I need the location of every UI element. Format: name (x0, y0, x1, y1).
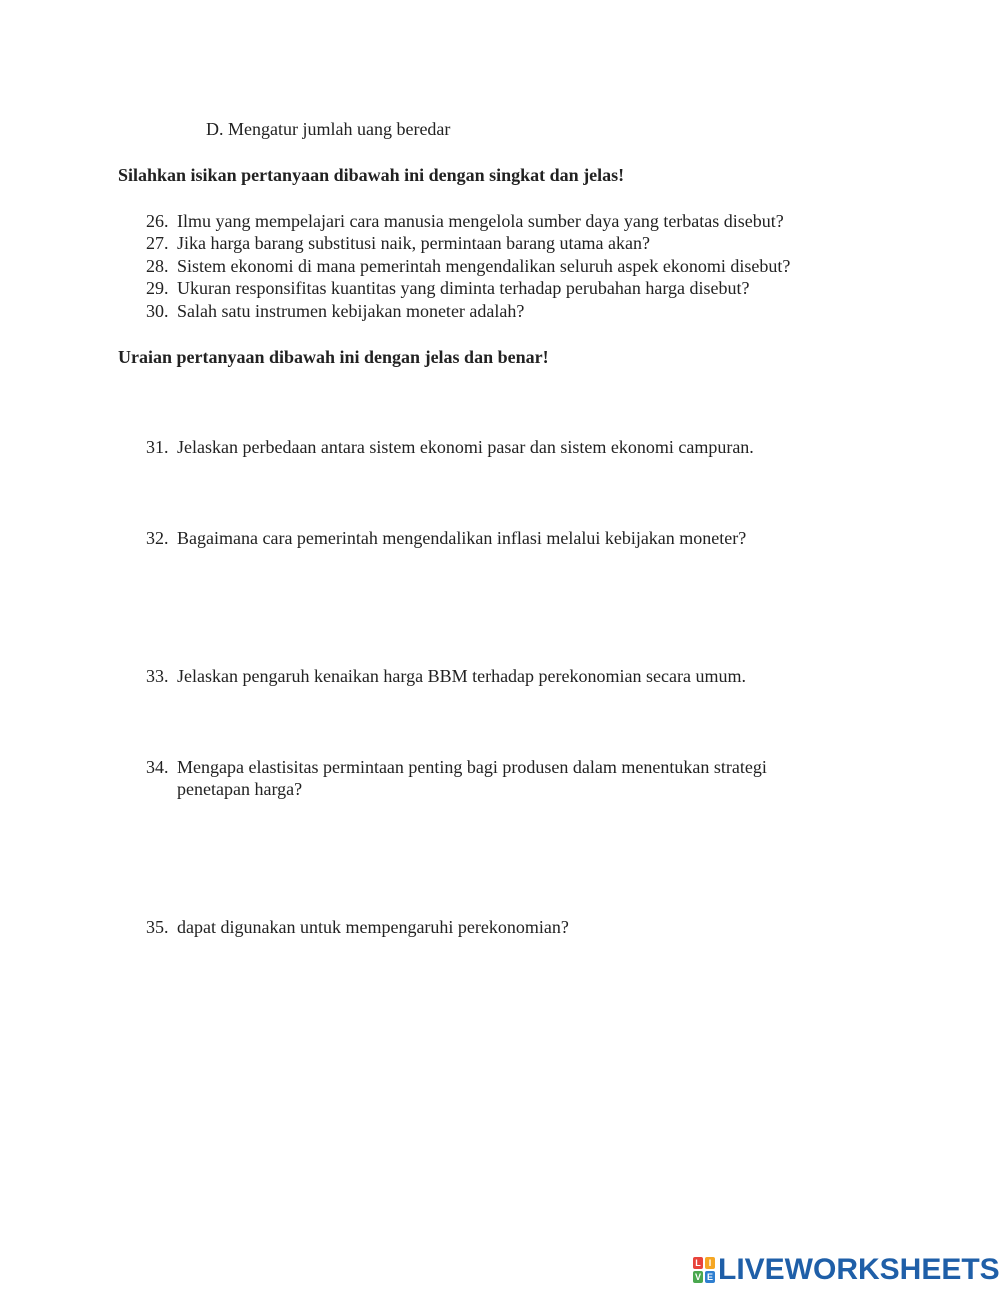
question-number: 31. (146, 437, 169, 457)
question-text: Bagaimana cara pemerintah mengendalikan inflasi melalui kebijakan moneter? (177, 528, 747, 548)
question-number: 35. (146, 917, 169, 937)
question-text-continued: penetapan harga? (177, 779, 303, 799)
question-text: Mengapa elastisitas permintaan penting bagi produsen dalam menentukan strategi (177, 757, 767, 777)
question-number: 28. (146, 256, 169, 276)
section-heading-short-answer: Silahkan isikan pertanyaan dibawah ini dengan singkat dan jelas! (118, 165, 625, 185)
option-d: D. Mengatur jumlah uang beredar (206, 119, 451, 139)
question-number: 29. (146, 278, 169, 298)
section-heading-essay: Uraian pertanyaan dibawah ini dengan jelas dan benar! (118, 347, 549, 367)
question-text: Ukuran responsifitas kuantitas yang diminta terhadap perubahan harga disebut? (177, 278, 750, 298)
logo-mark-letter: I (705, 1257, 715, 1269)
logo-text: LIVEWORKSHEETS (718, 1253, 1000, 1286)
question-number: 30. (146, 301, 169, 321)
logo-mark-icon (693, 1257, 715, 1283)
logo-mark-letter: L (693, 1257, 703, 1269)
question-text: Jelaskan pengaruh kenaikan harga BBM terhadap perekonomian secara umum. (177, 666, 746, 686)
question-number: 33. (146, 666, 169, 686)
question-text: Jika harga barang substitusi naik, permintaan barang utama akan? (177, 233, 651, 253)
question-number: 32. (146, 528, 169, 548)
logo-mark-letter: E (706, 1272, 713, 1282)
question-text: Jelaskan perbedaan antara sistem ekonomi pasar dan sistem ekonomi campuran. (177, 437, 754, 457)
question-text: Ilmu yang mempelajari cara manusia mengelola sumber daya yang terbatas disebut? (177, 211, 784, 231)
question-number: 34. (146, 757, 169, 777)
question-text: dapat digunakan untuk mempengaruhi perekonomian? (177, 917, 569, 937)
question-text: Salah satu instrumen kebijakan moneter adalah? (177, 301, 525, 321)
question-number: 27. (146, 233, 169, 253)
question-number: 26. (146, 211, 169, 231)
liveworksheets-logo[interactable] (693, 1254, 1000, 1286)
question-text: Sistem ekonomi di mana pemerintah mengendalikan seluruh aspek ekonomi disebut? (177, 256, 791, 276)
logo-mark-letter: V (694, 1272, 701, 1282)
